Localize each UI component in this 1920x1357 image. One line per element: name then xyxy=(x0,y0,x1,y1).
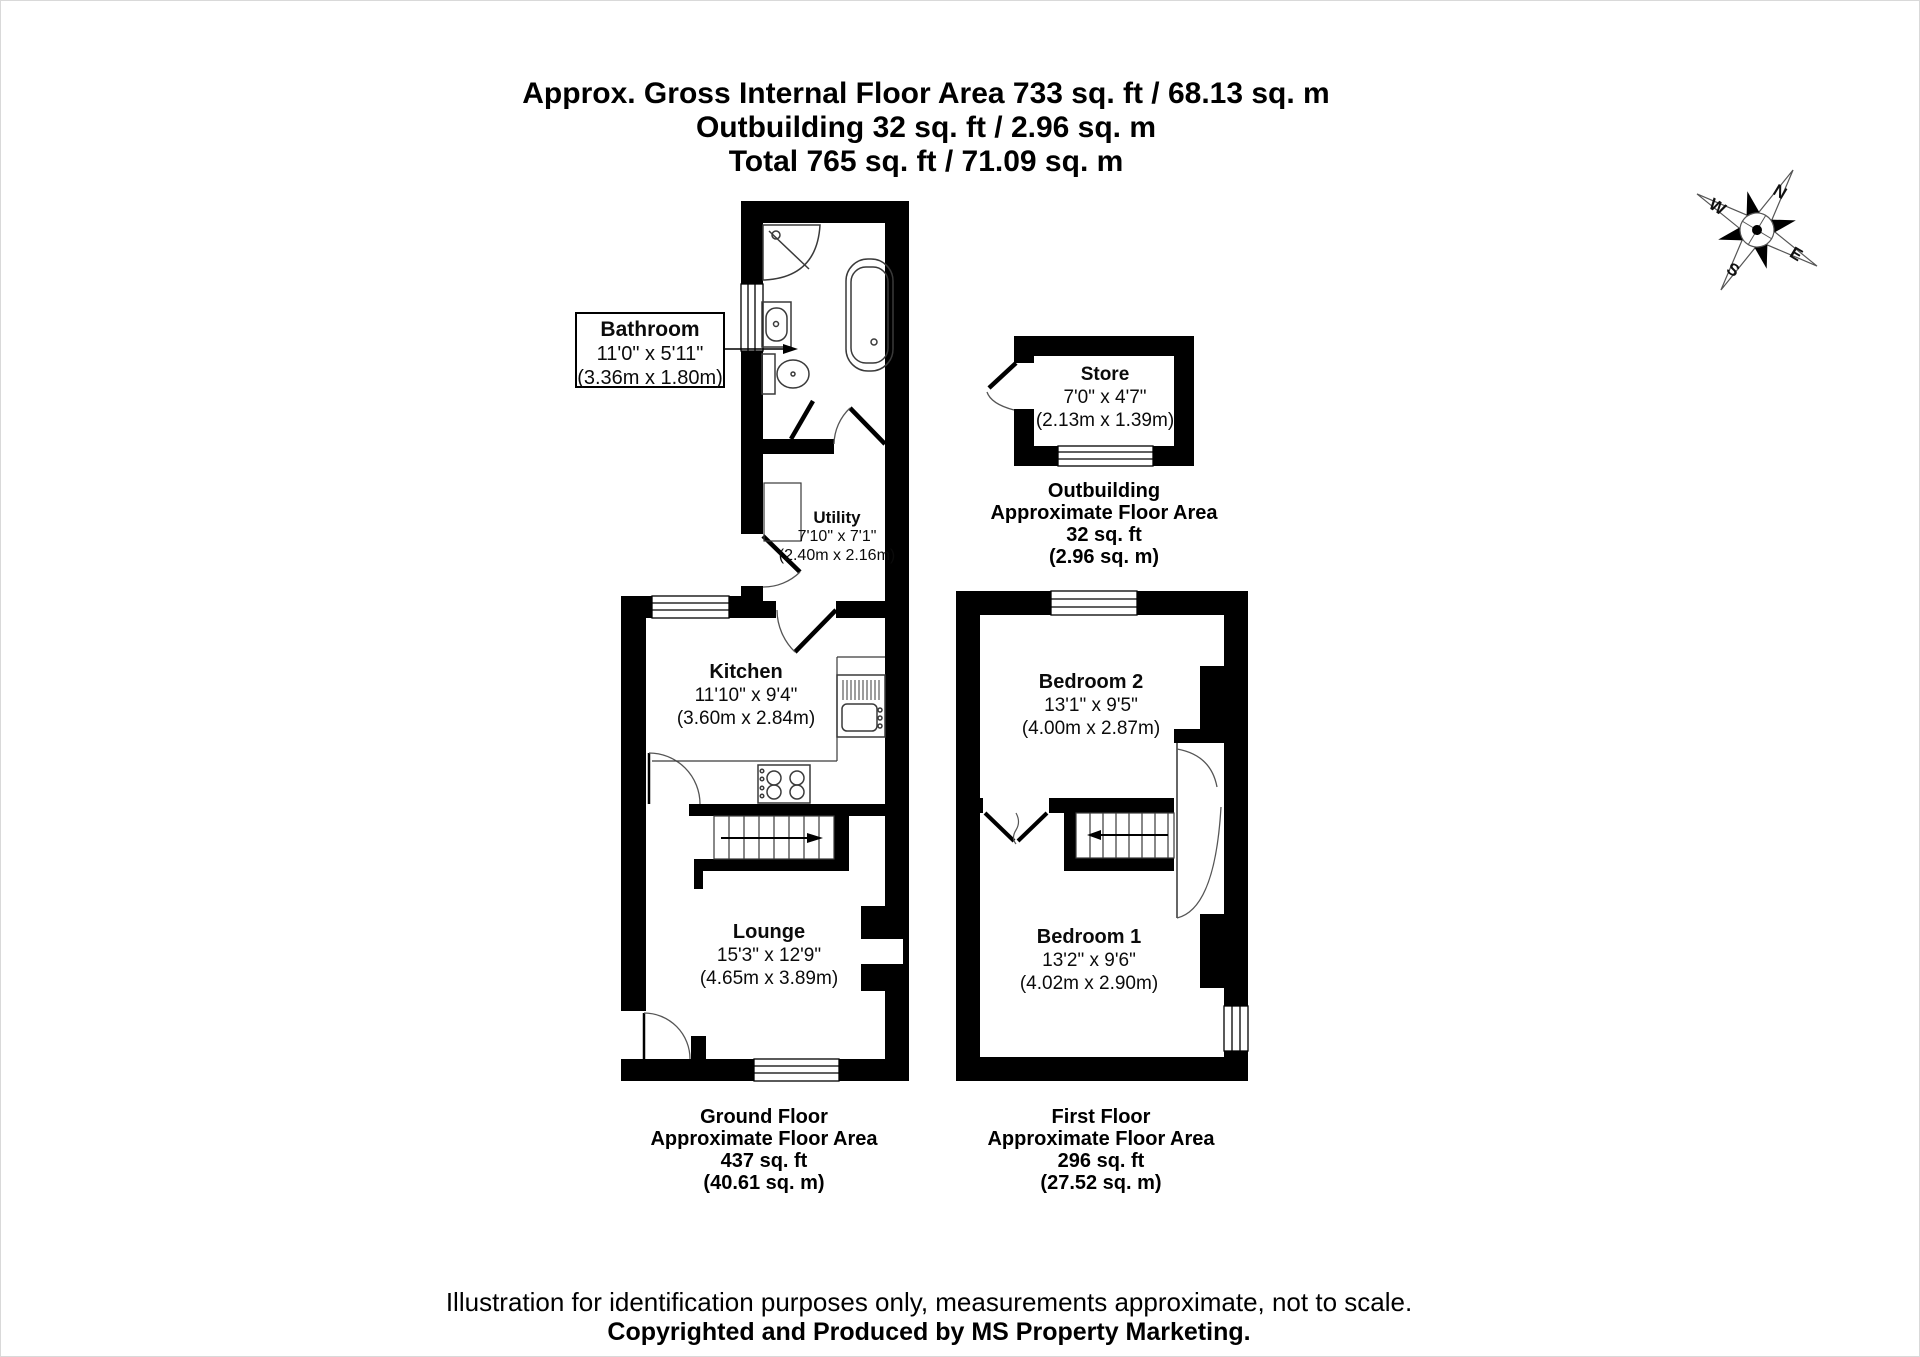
basin xyxy=(762,302,791,347)
title-line-2: Outbuilding 32 sq. ft / 2.96 sq. m xyxy=(695,111,1157,144)
bedroom1-label xyxy=(989,926,1189,995)
outbuilding-caption xyxy=(904,480,1304,568)
kitchen-dims-ft: 11'10" x 9'4" xyxy=(694,685,798,706)
kitchen-dims-m: (3.60m x 2.84m) xyxy=(676,708,816,729)
disclaimer-line: Illustration for identification purposes only, measurements approximate, not to scale. xyxy=(445,1287,1413,1317)
store-dims-m: (2.13m x 1.39m) xyxy=(1035,410,1175,431)
utility-dims-ft: 7'10" x 7'1" xyxy=(797,528,877,545)
bathroom-label xyxy=(576,318,724,390)
outbuilding-caption-l3: 32 sq. ft xyxy=(1066,524,1142,546)
stairs-up-arrow xyxy=(807,833,823,843)
front-door xyxy=(644,1013,690,1059)
first-floor-caption xyxy=(901,1106,1301,1194)
lounge-label xyxy=(669,921,869,990)
copyright-line: Copyrighted and Produced by MS Property Marketing. xyxy=(607,1318,1251,1346)
store-label xyxy=(1015,363,1195,432)
compass-label-n: N xyxy=(1769,180,1791,204)
utility-dims-m: (2.40m x 2.16m) xyxy=(778,547,896,564)
bathroom-dims-m: (3.36m x 1.80m) xyxy=(577,367,723,389)
bedroom2-door xyxy=(1177,749,1217,787)
compass-label-e: E xyxy=(1786,243,1806,266)
double-doors xyxy=(985,813,1047,844)
bathroom-door xyxy=(791,401,885,444)
rear-door xyxy=(777,610,836,652)
outbuilding-caption-l2: Approximate Floor Area xyxy=(990,502,1218,524)
kitchen-name: Kitchen xyxy=(709,661,783,683)
bathroom-window xyxy=(741,284,763,351)
ground-staircase xyxy=(714,816,834,859)
title-line-1: Approx. Gross Internal Floor Area 733 sq. ft / 68.13 sq. m xyxy=(522,77,1330,110)
bedroom1-window xyxy=(1224,1006,1248,1051)
bedroom2-dims-ft: 13'1" x 9'5" xyxy=(1044,695,1138,716)
bathroom-fixtures xyxy=(762,225,893,394)
lounge-name: Lounge xyxy=(732,921,806,943)
bedroom1-name: Bedroom 1 xyxy=(1036,926,1142,948)
title-line-3: Total 765 sq. ft / 71.09 sq. m xyxy=(728,145,1124,178)
store-name: Store xyxy=(1080,364,1130,385)
first-caption-l1: First Floor xyxy=(1051,1106,1151,1128)
first-staircase xyxy=(1076,813,1174,858)
lounge-window xyxy=(754,1059,839,1081)
toilet xyxy=(762,354,809,394)
hob xyxy=(758,765,810,803)
bathroom-name: Bathroom xyxy=(600,318,700,341)
bedroom2-label xyxy=(991,671,1191,740)
store-dims-ft: 7'0" x 4'7" xyxy=(1063,387,1147,408)
disclaimer-block xyxy=(329,1287,1529,1347)
bedroom1-door xyxy=(1177,807,1221,918)
compass-label-s: S xyxy=(1723,258,1743,281)
outbuilding-caption-l1: Outbuilding xyxy=(1047,480,1161,502)
first-caption-l4: (27.52 sq. m) xyxy=(1040,1172,1162,1194)
utility-label xyxy=(757,508,917,565)
bedroom2-window xyxy=(1051,591,1137,615)
store-door xyxy=(987,363,1016,410)
kitchen-label xyxy=(646,661,846,730)
store-window xyxy=(1058,446,1153,466)
bedroom1-dims-m: (4.02m x 2.90m) xyxy=(1019,973,1159,994)
ground-caption-l2: Approximate Floor Area xyxy=(650,1128,878,1150)
title-block xyxy=(331,77,1521,179)
ground-caption-l1: Ground Floor xyxy=(700,1106,828,1128)
bedroom2-dims-m: (4.00m x 2.87m) xyxy=(1021,718,1161,739)
stairs-down-arrow xyxy=(1087,830,1101,840)
lounge-dims-m: (4.65m x 3.89m) xyxy=(699,968,839,989)
first-caption-l3: 296 sq. ft xyxy=(1057,1150,1145,1172)
bedroom1-dims-ft: 13'2" x 9'6" xyxy=(1042,950,1136,971)
kitchen-window xyxy=(652,596,729,618)
ground-caption-l4: (40.61 sq. m) xyxy=(703,1172,825,1194)
compass-rose xyxy=(1661,134,1853,326)
utility-name: Utility xyxy=(813,508,861,527)
compass-label-w: W xyxy=(1705,194,1730,220)
first-floor-plan xyxy=(956,591,1248,1081)
first-caption-l2: Approximate Floor Area xyxy=(987,1128,1215,1150)
ground-caption-l3: 437 sq. ft xyxy=(720,1150,808,1172)
bathroom-dims-ft: 11'0" x 5'11" xyxy=(596,343,704,365)
bedroom2-name: Bedroom 2 xyxy=(1038,671,1144,693)
lounge-dims-ft: 15'3" x 12'9" xyxy=(716,945,822,966)
outbuilding-caption-l4: (2.96 sq. m) xyxy=(1048,546,1160,568)
shower xyxy=(763,225,820,280)
